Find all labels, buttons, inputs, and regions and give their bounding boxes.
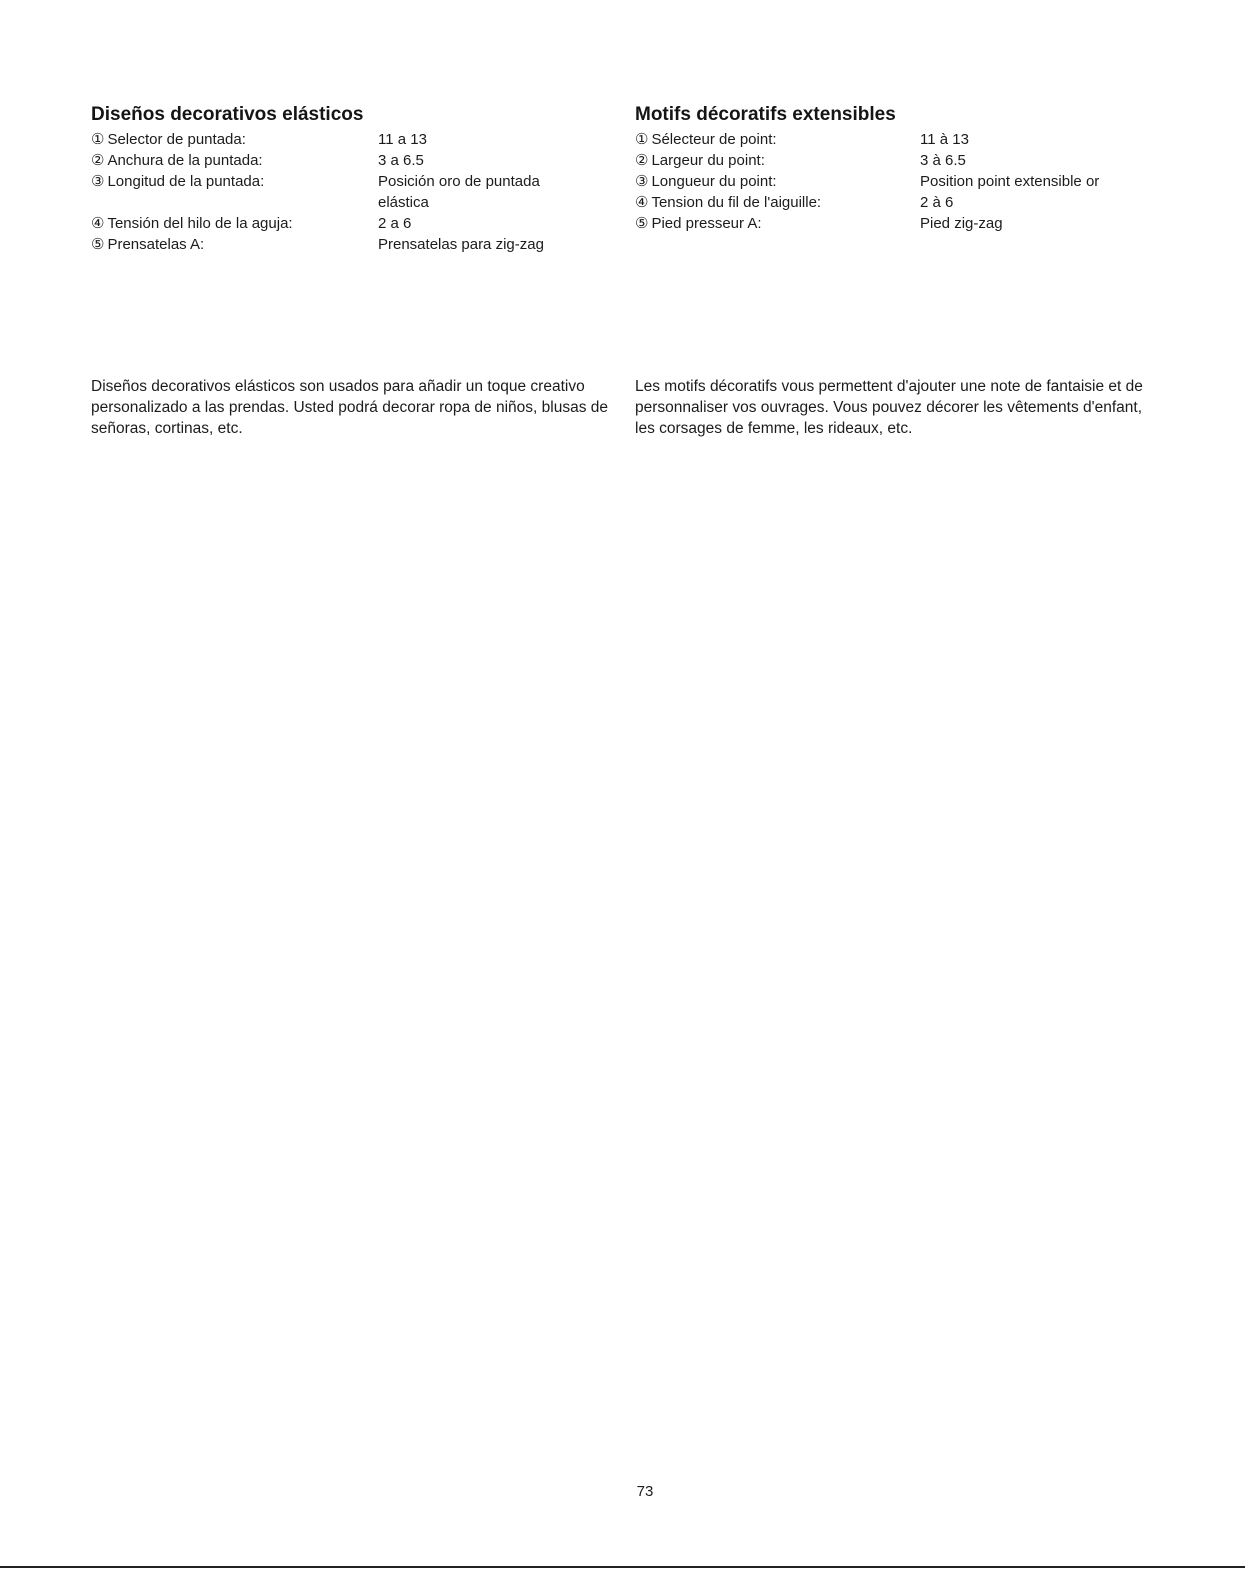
setting-label-text: Prensatelas A: — [107, 236, 205, 253]
number-marker: ⑤ — [635, 215, 649, 232]
bottom-rule — [0, 1566, 1245, 1568]
number-marker: ② — [91, 152, 105, 169]
number-marker: ④ — [635, 194, 649, 211]
setting-value: Prensatelas para zig-zag — [378, 236, 544, 253]
setting-row — [635, 213, 1175, 234]
setting-label — [635, 129, 920, 150]
setting-label — [635, 192, 920, 213]
spanish-description: Diseños decorativos elásticos son usados para añadir un toque creativo personalizado a las prendas. Usted podrá decorar ropa de niños, blusas de señoras, cortinas, etc. — [91, 378, 608, 437]
setting-row — [635, 192, 1175, 213]
setting-label-text: Pied presseur A: — [651, 215, 762, 232]
setting-label — [91, 213, 378, 234]
setting-row — [91, 171, 611, 213]
page-number: 73 — [636, 1483, 654, 1500]
setting-label — [635, 171, 920, 192]
setting-row — [635, 150, 1175, 171]
french-heading: Motifs décoratifs extensibles — [635, 104, 896, 125]
setting-label-text: Anchura de la puntada: — [107, 152, 263, 169]
setting-value: 2 à 6 — [920, 194, 954, 211]
setting-value: 11 à 13 — [920, 131, 969, 148]
setting-row — [91, 129, 611, 150]
setting-label-text: Sélecteur de point: — [651, 131, 777, 148]
setting-label — [91, 234, 378, 255]
number-marker: ③ — [91, 173, 105, 190]
setting-label — [91, 150, 378, 171]
setting-label-text: Tension du fil de l'aiguille: — [651, 194, 822, 211]
setting-label — [635, 213, 920, 234]
spanish-heading: Diseños decorativos elásticos — [91, 104, 364, 125]
setting-label — [91, 171, 378, 213]
setting-row — [635, 171, 1175, 192]
spanish-settings-section — [91, 104, 611, 255]
number-marker: ③ — [635, 173, 649, 190]
number-marker: ⑤ — [91, 236, 105, 253]
number-marker: ① — [91, 131, 105, 148]
setting-label — [91, 129, 378, 150]
french-description: Les motifs décoratifs vous permettent d'ajouter une note de fantaisie et de personnaliser vos ouvrages. Vous pouvez décorer les vêtements d'enfant, les corsages de femme, les rideaux, etc. — [635, 378, 1143, 437]
setting-row — [635, 129, 1175, 150]
setting-label-text: Tensión del hilo de la aguja: — [107, 215, 293, 232]
setting-value: Pied zig-zag — [920, 215, 1003, 232]
setting-label-text: Selector de puntada: — [107, 131, 246, 148]
setting-value: 2 a 6 — [378, 215, 412, 232]
number-marker: ① — [635, 131, 649, 148]
setting-value: 3 a 6.5 — [378, 152, 424, 169]
setting-label-text: Longueur du point: — [651, 173, 777, 190]
setting-row — [91, 213, 611, 234]
setting-row — [91, 150, 611, 171]
setting-row — [91, 234, 611, 255]
setting-value: Position point extensible or — [920, 173, 1100, 190]
setting-value: 3 à 6.5 — [920, 152, 966, 169]
setting-label — [635, 150, 920, 171]
setting-label-text: Largeur du point: — [651, 152, 765, 169]
number-marker: ② — [635, 152, 649, 169]
setting-label-text: Longitud de la puntada: — [107, 173, 265, 190]
setting-value: Posición oro de puntada elástica — [378, 173, 540, 211]
number-marker: ④ — [91, 215, 105, 232]
setting-value: 11 a 13 — [378, 131, 427, 148]
french-settings-section — [635, 104, 1175, 234]
